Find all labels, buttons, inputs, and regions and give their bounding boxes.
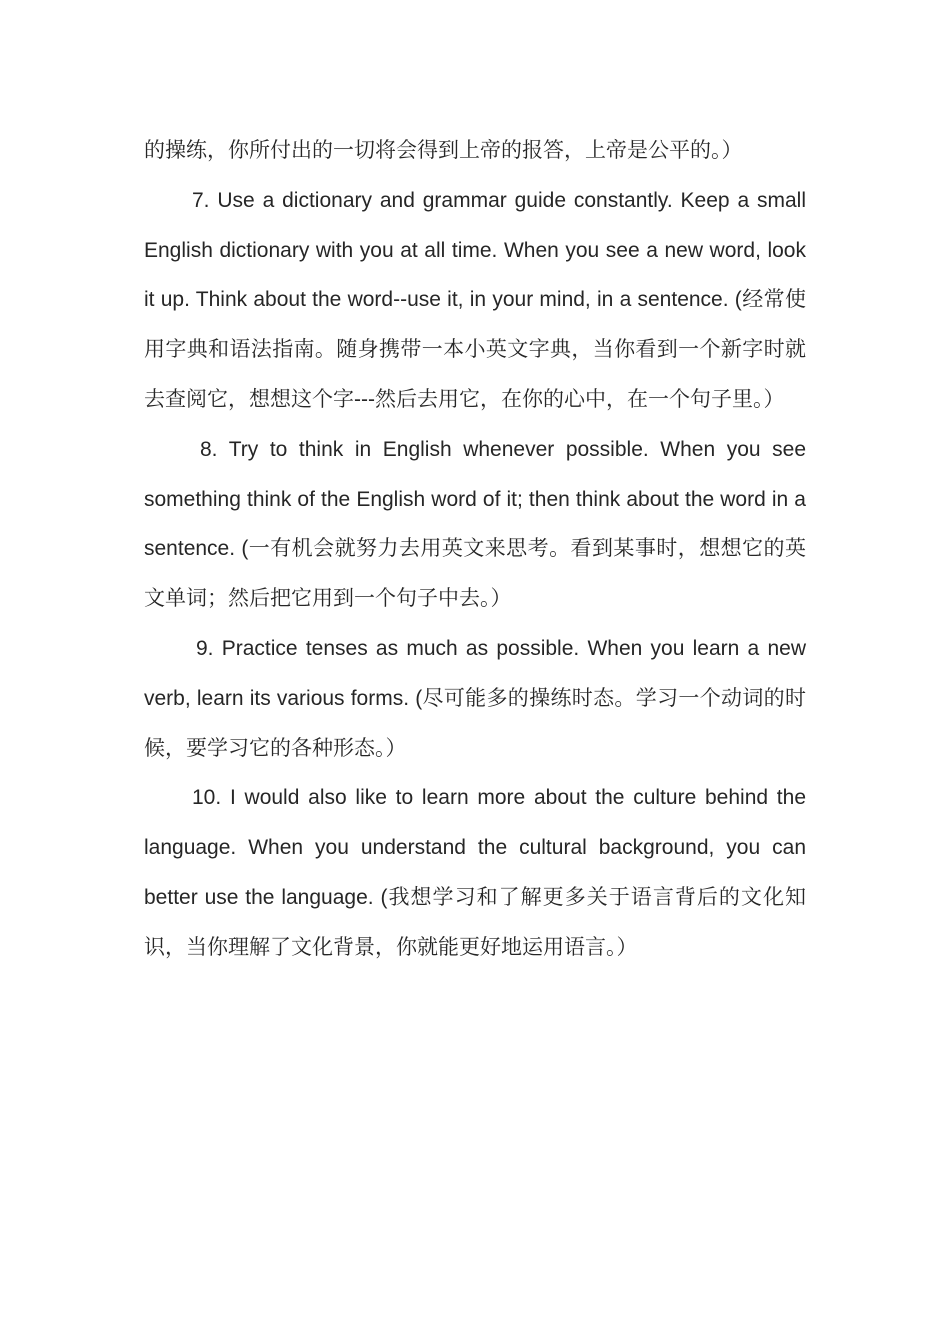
paragraph-tip-8: 8. Try to think in English whenever possible. When you see something think of the English word of it; then think about the word in a sentence. (一有机会就努力去用英文来思考。看到某事时，想想它的英文单词；然后把它用到一个句子中去。） bbox=[144, 437, 806, 611]
paragraph-tip-7: 7. Use a dictionary and grammar guide constantly. Keep a small English dictionary with you at all time. When you see a new word, look it up. Think about the word--use it, in your mind, in a sentence. (经常使用字典和语法指南。随身携带一本小英文字典，当你看到一个新字时就去查阅它，想想这个字---然后去用它，在你的心中，在一个句子里。） bbox=[144, 188, 806, 411]
paragraph-tip-10: 10. I would also like to learn more about the culture behind the language. When you understand the cultural background, you can better use the language. (我想学习和了解更多关于语言背后的文化知识，当你理解了文化背景，你就能更好地运用语言。） bbox=[144, 786, 806, 959]
document-body bbox=[144, 126, 806, 973]
paragraph-tip-9: 9. Practice tenses as much as possible. When you learn a new verb, learn its various forms. (尽可能多的操练时态。学习一个动词的时候，要学习它的各种形态。） bbox=[144, 636, 806, 760]
paragraph-continuation: 的操练，你所付出的一切将会得到上帝的报答，上帝是公平的。） bbox=[144, 139, 743, 162]
